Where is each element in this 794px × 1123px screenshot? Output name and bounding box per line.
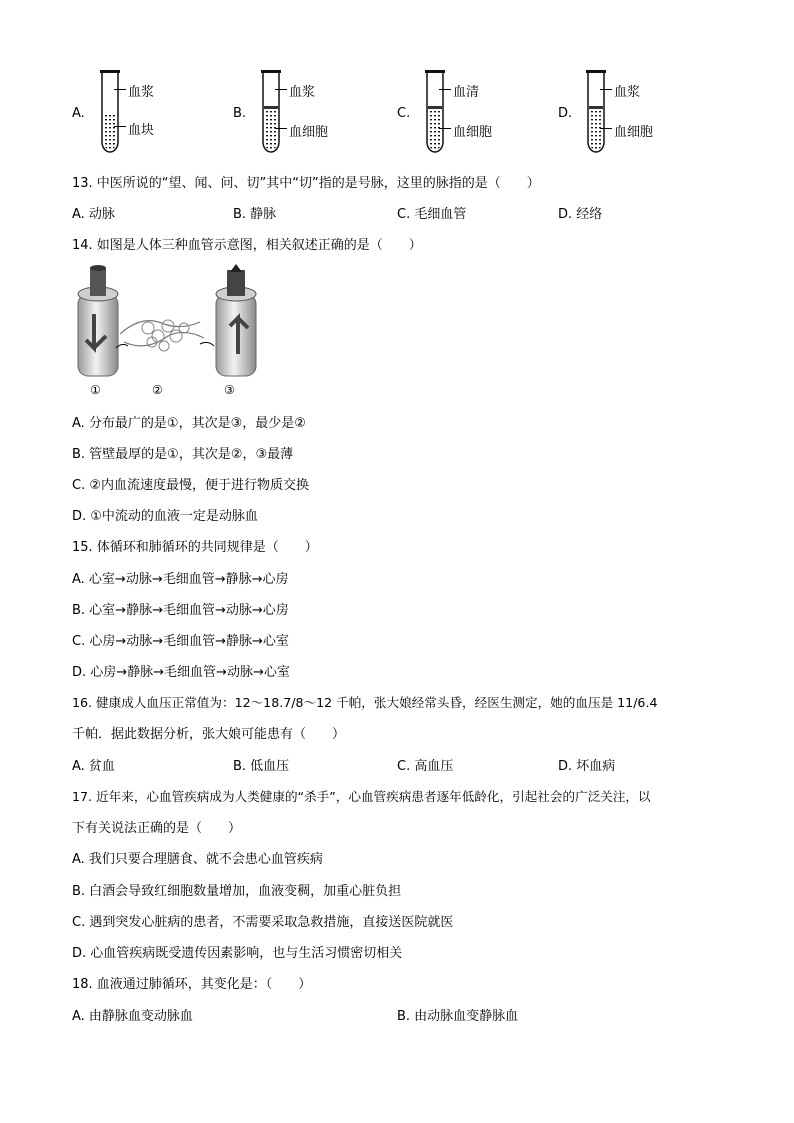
q16-stem-line1: 16. 健康成人血压正常值为：12～18.7/8～12 千帕，张大娘经常头昏，经医生测定，她的血压是 11/6.4 <box>72 695 658 710</box>
q14-option-a[interactable]: A. 分布最广的是①，其次是③，最少是② <box>72 416 306 431</box>
tube-top-label: 血浆 <box>614 85 641 100</box>
q12-option-c[interactable] <box>397 70 547 162</box>
q12-option-a[interactable] <box>72 70 222 162</box>
tube-bottom-label: 血细胞 <box>453 125 493 140</box>
q14-stem: 14. 如图是人体三种血管示意图，相关叙述正确的是（ ） <box>72 238 422 253</box>
q13-stem: 13. 中医所说的“望、闻、问、切”其中“切”指的是号脉，这里的脉指的是（ ） <box>72 176 540 191</box>
q17-option-b[interactable]: B. 白酒会导致红细胞数量增加，血液变稠，加重心脏负担 <box>72 884 402 899</box>
figure-label-3: ③ <box>224 383 235 397</box>
q16-option-b[interactable]: B. 低血压 <box>233 759 290 774</box>
option-letter: A. <box>72 106 85 121</box>
q17-stem-line2: 下有关说法正确的是（ ） <box>72 821 242 836</box>
q18-stem: 18. 血液通过肺循环，其变化是：（ ） <box>72 977 312 992</box>
test-tube-icon <box>261 70 281 158</box>
q14-option-b[interactable]: B. 管壁最厚的是①，其次是②，③最薄 <box>72 447 294 462</box>
q18-option-b[interactable]: B. 由动脉血变静脉血 <box>397 1009 519 1024</box>
figure-label-2: ② <box>152 383 163 397</box>
option-letter: D. <box>558 106 573 121</box>
q17-option-d[interactable]: D. 心血管疾病既受遗传因素影响，也与生活习惯密切相关 <box>72 946 403 961</box>
blood-vessels-figure <box>72 262 262 400</box>
tube-bottom-label: 血细胞 <box>614 125 654 140</box>
q17-option-c[interactable]: C. 遇到突发心脏病的患者，不需要采取急救措施，直接送医院就医 <box>72 915 454 930</box>
q13-option-c[interactable]: C. 毛细血管 <box>397 207 467 222</box>
q16-stem-line2: 千帕．据此数据分析，张大娘可能患有（ ） <box>72 727 346 742</box>
q14-option-d[interactable]: D. ①中流动的血液一定是动脉血 <box>72 509 258 524</box>
test-tube-icon <box>425 70 445 158</box>
q15-option-d[interactable]: D. 心房→静脉→毛细血管→动脉→心室 <box>72 665 290 680</box>
tube-top-label: 血浆 <box>289 85 316 100</box>
blood-vessels-diagram <box>72 262 262 400</box>
test-tube-icon <box>586 70 606 158</box>
q13-option-a[interactable]: A. 动脉 <box>72 207 115 222</box>
q18-option-a[interactable]: A. 由静脉血变动脉血 <box>72 1009 193 1024</box>
tube-bottom-label: 血细胞 <box>289 125 329 140</box>
figure-label-1: ① <box>90 383 101 397</box>
option-letter: B. <box>233 106 247 121</box>
q15-option-a[interactable]: A. 心室→动脉→毛细血管→静脉→心房 <box>72 572 289 587</box>
q14-option-c[interactable]: C. ②内血流速度最慢，便于进行物质交换 <box>72 478 309 493</box>
q16-option-c[interactable]: C. 高血压 <box>397 759 454 774</box>
q17-stem-line1: 17. 近年来，心血管疾病成为人类健康的“杀手”，心血管疾病患者逐年低龄化，引起社会的广泛关注，以 <box>72 789 651 804</box>
q13-option-d[interactable]: D. 经络 <box>558 207 603 222</box>
q16-option-a[interactable]: A. 贫血 <box>72 759 115 774</box>
q13-option-b[interactable]: B. 静脉 <box>233 207 277 222</box>
q12-option-b[interactable] <box>233 70 383 162</box>
tube-bottom-label: 血块 <box>128 123 155 138</box>
test-tube-icon <box>100 70 120 158</box>
tube-top-label: 血清 <box>453 85 480 100</box>
q15-option-c[interactable]: C. 心房→动脉→毛细血管→静脉→心室 <box>72 634 289 649</box>
q16-option-d[interactable]: D. 坏血病 <box>558 759 616 774</box>
option-letter: C. <box>397 106 411 121</box>
q15-stem: 15. 体循环和肺循环的共同规律是（ ） <box>72 540 318 555</box>
tube-top-label: 血浆 <box>128 85 155 100</box>
q15-option-b[interactable]: B. 心室→静脉→毛细血管→动脉→心房 <box>72 603 289 618</box>
q12-option-d[interactable] <box>558 70 708 162</box>
q17-option-a[interactable]: A. 我们只要合理膳食、就不会患心血管疾病 <box>72 852 323 867</box>
